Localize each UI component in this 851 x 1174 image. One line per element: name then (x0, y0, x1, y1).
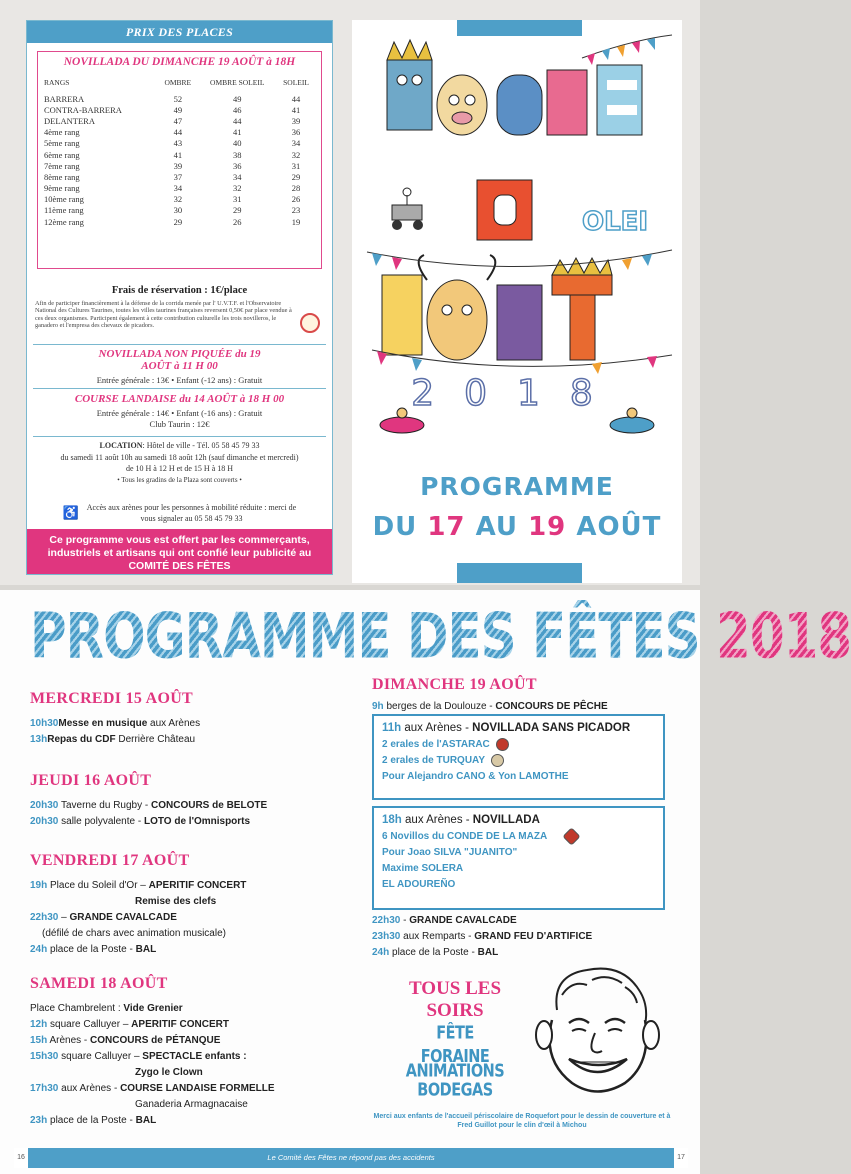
event-name: CONCOURS de PÉTANQUE (90, 1035, 221, 1046)
price-row (44, 216, 315, 227)
box-line: Pour Alejandro CANO & Yon LAMOTHE (382, 771, 569, 782)
brochure-cover-spread (0, 0, 700, 585)
event-name: APERITIF CONCERT (148, 880, 247, 891)
box-line (382, 737, 655, 753)
rang-name: CONTRA-BARRERA (44, 104, 122, 115)
event-line (372, 929, 592, 945)
novillada-non-piquee-section (27, 348, 332, 386)
event-place: Arènes - (47, 1035, 91, 1046)
dates-suffix: AOÛT (566, 512, 662, 542)
cover-bottom-tab (457, 563, 582, 583)
cover-page (352, 20, 682, 583)
cover-dates (352, 512, 682, 542)
price-row (44, 104, 315, 115)
price-ombre-soleil: 34 (232, 171, 242, 182)
landaise-title: COURSE LANDAISE du 14 AOÛT à 18 H 00 (74, 393, 285, 405)
col-soleil: SOLEIL (283, 78, 309, 87)
event-time: 15h (30, 1035, 48, 1046)
pmr-section (27, 502, 332, 524)
event-line (30, 910, 246, 926)
cover-title-roque (387, 40, 642, 135)
olei-text: OLEI (582, 207, 649, 237)
novillada-np-title: NOVILLADA NON PIQUÉE du 19 AOÛT à 11 H 00 (98, 348, 261, 372)
event-place: aux Arènes - (58, 1083, 121, 1094)
rang-name: BARRERA (44, 93, 85, 104)
tous-les-soirs: TOUS LES SOIRS (408, 978, 502, 1021)
price-row (44, 194, 315, 205)
location-hours: de 10 H à 12 H et de 15 H à 18 H (125, 464, 234, 473)
animations: ANIMATIONS (405, 1061, 505, 1082)
event-time: 24h (30, 944, 48, 955)
event-place: Ganaderia Armagnacaise (135, 1099, 248, 1110)
frais-section (27, 283, 332, 330)
price-soleil: 19 (291, 216, 301, 227)
event-time: 22h30 (30, 912, 59, 923)
event-time: 10h30 (30, 718, 59, 729)
price-ombre-soleil: 40 (232, 138, 242, 149)
event-place: berges de la Doulouze - (383, 701, 496, 712)
price-table-header (44, 78, 315, 93)
event-place: place de la Poste - (47, 1115, 136, 1126)
wheelchair-icon: ♿ (62, 505, 79, 520)
event-line (30, 1097, 275, 1113)
event-place: Place du Soleil d'Or – (47, 880, 149, 891)
price-soleil: 44 (291, 93, 301, 104)
event-name: NOVILLADA (472, 814, 540, 826)
price-row (44, 160, 315, 171)
day-title: VENDREDI 17 AOÛT (30, 852, 190, 869)
price-ombre: 47 (173, 115, 183, 126)
price-ombre: 43 (173, 138, 183, 149)
event-time: 24h (372, 947, 390, 958)
footer-bar: Le Comité des Fêtes ne répond pas des accidents (14, 1148, 688, 1168)
event-time: 13h (30, 734, 48, 745)
event-line (30, 1033, 275, 1049)
location-line (27, 440, 332, 452)
price-soleil: 32 (291, 149, 301, 160)
divider (33, 436, 326, 437)
event-name: BAL (135, 1115, 157, 1126)
location-note: • Tous les gradins de la Plaza sont couverts • (117, 475, 242, 484)
cover-programme-label: PROGRAMME (420, 472, 614, 501)
price-ombre: 32 (173, 194, 183, 205)
rang-name: 12ème rang (44, 216, 84, 227)
box-line: Maxime SOLERA (382, 863, 464, 874)
day-title: DIMANCHE 19 AOÛT (372, 676, 537, 693)
event-line (30, 1049, 275, 1065)
caricature-face-icon (527, 955, 667, 1105)
landaise-price: Entrée générale : 14€ • Enfant (-16 ans) : Gratuit (96, 408, 263, 418)
dimanche-evening (372, 913, 592, 961)
price-ombre: 44 (173, 127, 183, 138)
programme-title-text: PROGRAMME DES FÊTES (30, 600, 717, 673)
price-row (44, 183, 315, 194)
box-line: Pour Joao SILVA "JUANITO" (382, 847, 518, 858)
event-place: place de la Poste - (47, 944, 136, 955)
day-block (30, 690, 200, 748)
rang-name: 6ème rang (44, 149, 80, 160)
rang-name: DELANTERA (44, 115, 95, 126)
price-soleil: 34 (291, 138, 301, 149)
col-rangs: RANGS (44, 78, 70, 87)
price-ombre-soleil: 36 (232, 160, 242, 171)
event-line (30, 942, 246, 958)
event-line (30, 1065, 275, 1081)
ganaderia-badge-icon (491, 754, 504, 767)
price-soleil: 36 (291, 127, 301, 138)
event-time: 20h30 (30, 816, 59, 827)
price-soleil: 26 (291, 194, 301, 205)
event-name: SPECTACLE enfants : (142, 1051, 247, 1062)
price-row (44, 138, 315, 149)
event-line (30, 1017, 275, 1033)
prix-header: PRIX DES PLACES (27, 21, 332, 43)
bodegas: BODEGAS (417, 1080, 493, 1101)
ganaderia-badge-icon (496, 738, 509, 751)
event-name: APERITIF CONCERT (131, 1019, 229, 1030)
price-soleil: 28 (291, 183, 301, 194)
event-time: 23h (30, 1115, 48, 1126)
box-line (382, 829, 655, 845)
event-name: Repas du CDF (47, 734, 116, 745)
price-row (44, 93, 315, 104)
date-end: 19 (528, 512, 567, 542)
cover-title-o-block (477, 180, 532, 240)
price-table (44, 78, 315, 227)
event-line (30, 1113, 275, 1129)
location-section (27, 440, 332, 486)
location-label: LOCATION (99, 441, 143, 450)
price-ombre-soleil: 32 (232, 183, 242, 194)
cover-year: 2018 (411, 373, 623, 414)
price-ombre: 49 (173, 104, 183, 115)
event-line (30, 732, 200, 748)
cover-drawing (352, 20, 682, 440)
rang-name: 9ème rang (44, 183, 80, 194)
price-row (44, 115, 315, 126)
event-name: GRANDE CAVALCADE (409, 915, 517, 926)
erales-astarac: 2 erales de l'ASTARAC (382, 739, 490, 750)
go-kart-icon (392, 188, 423, 230)
event-line (30, 894, 246, 910)
event-name: GRANDE CAVALCADE (69, 912, 177, 923)
event-suffix: Derrière Château (115, 734, 196, 745)
novillada-np-price: Entrée générale : 13€ • Enfant (-12 ans) : Gratuit (96, 375, 263, 385)
event-name: Vide Grenier (123, 1003, 183, 1014)
rang-name: 5ème rang (44, 138, 80, 149)
landaise-club-price: Club Taurin : 12€ (149, 419, 210, 429)
page-number-right: 17 (674, 1148, 688, 1168)
novillada-price-title: NOVILLADA DU DIMANCHE 19 AOÛT à 18H (63, 56, 296, 68)
event-place: aux Arènes - (401, 814, 473, 826)
event-name: GRAND FEU D'ARTIFICE (474, 931, 593, 942)
merci-credits: Merci aux enfants de l'accueil périscolaire de Roquefort pour le dessin de couverture et à Fred Guillot pour le clin d'œil à Michou (373, 1113, 671, 1129)
programme-title (30, 600, 851, 673)
event-line (372, 913, 592, 929)
event-name: NOVILLADA SANS PICADOR (472, 722, 631, 734)
price-soleil: 39 (291, 115, 301, 126)
event-line (30, 1081, 275, 1097)
event-place: - (400, 915, 410, 926)
event-place: (défilé de chars avec animation musicale) (42, 928, 226, 939)
price-ombre-soleil: 44 (232, 115, 242, 126)
price-soleil: 41 (291, 104, 301, 115)
divider (33, 388, 326, 389)
price-soleil: 31 (291, 160, 301, 171)
event-name: BAL (135, 944, 157, 955)
programme-title-year: 2018 (716, 600, 851, 673)
programme-spread (0, 590, 851, 1174)
event-line (30, 926, 246, 942)
event-line (30, 878, 246, 894)
event-name: LOTO de l'Omnisports (143, 816, 251, 827)
price-ombre-soleil: 31 (232, 194, 242, 205)
novillada-box (372, 806, 665, 910)
location-dates: du samedi 11 août 10h au samedi 18 août 12h (sauf dimanche et mercredi) (60, 452, 299, 462)
price-ombre: 37 (173, 171, 183, 182)
price-soleil: 23 (291, 205, 301, 216)
price-ombre: 39 (173, 160, 183, 171)
price-ombre-soleil: 41 (232, 127, 242, 138)
day-dimanche (372, 676, 608, 715)
sponsor-banner: Ce programme vous est offert par les commerçants, industriels et artisans qui ont confié leur publicité au COMITÉ DES FÊTES (27, 529, 332, 574)
price-ombre: 52 (173, 93, 183, 104)
novillada-price-box (37, 51, 322, 269)
price-ombre-soleil: 46 (232, 104, 242, 115)
event-suffix: aux Arènes (147, 718, 201, 729)
price-ombre: 34 (173, 183, 183, 194)
day-title: MERCREDI 15 AOÛT (30, 690, 194, 707)
frais-text: Afin de participer financièrement à la défense de la corrida menée par l' U.V.T.F. et l'Observatoire National des Cultures Taurines, toutes les villes taurines françaises reversent 0,50€ par place vendue à ces deux organismes. Participent également à cette contribution culturelle les trois novilleros, le ganadero et l'empresa des chevaux de picadors. (35, 300, 292, 330)
event-name: CONCOURS DE PÊCHE (495, 701, 608, 712)
price-row (44, 171, 315, 182)
price-ombre: 29 (173, 216, 183, 227)
tous-les-soirs-block (400, 978, 510, 1101)
day-title: JEUDI 16 AOÛT (30, 772, 152, 789)
pmr-text: Accès aux arènes pour les personnes à mobilité réduite : merci de vous signaler au 05 58 45 79 33 (86, 503, 297, 523)
event-name: Remise des clefs (135, 896, 217, 907)
cover-title-fort (382, 255, 612, 360)
date-start: 17 (427, 512, 466, 542)
rang-name: 10ème rang (44, 194, 84, 205)
event-place: aux Remparts - (400, 931, 475, 942)
course-landaise-section (27, 393, 332, 430)
novillada-sans-picador-box (372, 714, 665, 800)
price-row (44, 205, 315, 216)
price-ombre-soleil: 38 (232, 149, 242, 160)
price-table-body (44, 93, 315, 227)
box-line: EL ADOUREÑO (382, 879, 456, 890)
page-number-left: 16 (14, 1148, 28, 1168)
event-place: Place Chambrelent : (30, 1003, 124, 1014)
day-block (30, 852, 246, 958)
event-time: 11h (382, 722, 402, 734)
dates-prefix: DU (372, 512, 428, 542)
rang-name: 11ème rang (44, 205, 84, 216)
dates-mid: AU (465, 512, 529, 542)
price-row (44, 127, 315, 138)
event-place: aux Arènes - (401, 722, 473, 734)
event-line (372, 699, 608, 715)
day-block (30, 975, 275, 1129)
price-ombre-soleil: 49 (232, 93, 242, 104)
price-ombre-soleil: 29 (232, 205, 242, 216)
event-place: – (58, 912, 70, 923)
event-time: 20h30 (30, 800, 59, 811)
rang-name: 7ème rang (44, 160, 80, 171)
novillos-conde: 6 Novillos du CONDE DE LA MAZA (382, 831, 548, 842)
event-name: COURSE LANDAISE FORMELLE (120, 1083, 275, 1094)
ganaderia-badge-icon (563, 827, 581, 845)
event-time: 23h30 (372, 931, 401, 942)
price-ombre-soleil: 26 (232, 216, 242, 227)
bunting-icon (582, 35, 672, 65)
rang-name: 8ème rang (44, 171, 80, 182)
prix-des-places-page (26, 20, 333, 575)
location-phone: : Hôtel de ville - Tél. 05 58 45 79 33 (142, 441, 260, 450)
col-ombre-soleil: OMBRE SOLEIL (210, 78, 265, 87)
box-heading (382, 812, 655, 829)
price-row (44, 149, 315, 160)
event-place: square Calluyer – (47, 1019, 132, 1030)
event-place: salle polyvalente - (58, 816, 144, 827)
event-line (30, 1001, 275, 1017)
event-name: Messe en musique (58, 718, 148, 729)
event-name: BAL (477, 947, 499, 958)
event-time: 9h (372, 701, 384, 712)
event-time: 22h30 (372, 915, 401, 926)
event-place: square Calluyer – (58, 1051, 143, 1062)
event-line (30, 716, 200, 732)
event-time: 15h30 (30, 1051, 59, 1062)
event-time: 12h (30, 1019, 48, 1030)
event-name: CONCOURS de BELOTE (151, 800, 268, 811)
price-ombre: 30 (173, 205, 183, 216)
price-ombre: 41 (173, 149, 183, 160)
frais-title: Frais de réservation : 1€/place (111, 285, 248, 296)
event-place: Taverne du Rugby - (58, 800, 152, 811)
event-time: 19h (30, 880, 48, 891)
box-line (382, 753, 655, 769)
price-soleil: 29 (291, 171, 301, 182)
day-title: SAMEDI 18 AOÛT (30, 975, 168, 992)
fete-foraine: FÊTE FORAINE (420, 1023, 490, 1067)
day-block (30, 772, 267, 830)
event-time: 17h30 (30, 1083, 59, 1094)
event-name: Zygo le Clown (135, 1067, 203, 1078)
col-ombre: OMBRE (164, 78, 192, 87)
event-line (30, 814, 267, 830)
event-place: place de la Poste - (389, 947, 478, 958)
event-line (30, 798, 267, 814)
erales-turquay: 2 erales de TURQUAY (382, 755, 486, 766)
box-heading (382, 720, 655, 737)
event-time: 18h (382, 814, 402, 826)
seal-icon (300, 313, 320, 333)
divider (33, 344, 326, 345)
rang-name: 4ème rang (44, 127, 80, 138)
